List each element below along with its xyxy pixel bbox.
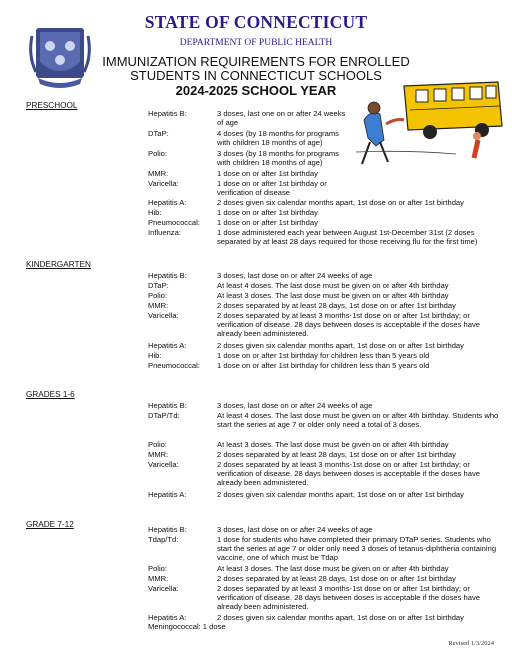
requirement-text: 2 doses separated by at least 3 months-1st dose on or after 1st birthday; or verification of disease. 28 days between doses is acceptable if the doses have already been administered.: [217, 584, 480, 611]
vaccine-label: MMR:: [148, 574, 169, 583]
requirement-row: [148, 362, 504, 371]
vaccine-label: Varicella:: [148, 460, 179, 469]
requirement-row: [148, 461, 504, 487]
requirement-row: [148, 229, 504, 247]
requirement-text: 1 dose on or after 1st birthday for children less than 5 years old: [217, 361, 430, 370]
requirement-row: [148, 575, 504, 584]
requirement-row: [148, 491, 504, 500]
requirement-row: [148, 623, 504, 632]
requirement-row: [148, 272, 504, 281]
vaccine-label: Influenza:: [148, 228, 181, 237]
vaccine-label: Hepatitis B:: [148, 525, 187, 534]
vaccine-label: Pneumococcal:: [148, 218, 200, 227]
vaccine-label: DTaP/Td:: [148, 411, 180, 420]
requirement-row: [148, 209, 504, 218]
requirement-text: 1 dose on or after 1st birthday or verification of disease: [217, 179, 327, 197]
requirement-text: At least 3 doses. The last dose must be given on or after 4th birthday: [217, 564, 449, 573]
requirement-row: [148, 352, 504, 361]
requirement-row: [148, 180, 348, 198]
requirement-row: [148, 441, 504, 450]
requirement-text: At least 3 doses. The last dose must be given on or after 4th birthday: [217, 440, 449, 449]
requirement-row: [148, 585, 504, 611]
vaccine-label: Hepatitis B:: [148, 401, 187, 410]
vaccine-label: MMR:: [148, 450, 169, 459]
requirement-text: 3 doses (by 18 months for programs with children 18 months of age): [217, 149, 339, 167]
vaccine-label: Varicella:: [148, 179, 179, 188]
requirement-row: [148, 199, 504, 208]
section-heading-kindergarten: KINDERGARTEN: [26, 260, 91, 269]
requirement-text: 1 dose on or after 1st birthday: [217, 218, 318, 227]
vaccine-label: Hepatitis A:: [148, 198, 187, 207]
requirement-row: [148, 130, 348, 148]
requirement-row: [148, 312, 504, 338]
vaccine-label: Pneumococcal:: [148, 361, 200, 370]
requirement-text: 2 doses separated by at least 28 days, 1st dose on or after 1st birthday: [217, 301, 456, 310]
requirement-text: 2 doses given six calendar months apart, 1st dose on or after 1st birthday: [217, 490, 464, 499]
vaccine-label: Polio:: [148, 149, 167, 158]
requirement-row: [148, 412, 504, 430]
requirement-row: [148, 614, 504, 623]
section-heading-grades-1-6: GRADES 1-6: [26, 390, 75, 399]
requirement-text: 1 dose on or after 1st birthday: [217, 208, 318, 217]
vaccine-label: Meningococcal:: [148, 622, 201, 631]
vaccine-label: Hepatitis A:: [148, 490, 187, 499]
vaccine-label: Polio:: [148, 440, 167, 449]
vaccine-label: Hepatitis B:: [148, 271, 187, 280]
requirement-text: 3 doses, last dose on or after 24 weeks of age: [217, 525, 373, 534]
school-year: 2024-2025 SCHOOL YEAR: [175, 83, 337, 98]
requirement-row: [148, 219, 504, 228]
requirement-text: 2 doses separated by at least 28 days, 1st dose on or after 1st birthday: [217, 574, 456, 583]
vaccine-label: Polio:: [148, 564, 167, 573]
vaccine-label: Hib:: [148, 351, 162, 360]
requirement-text: 1 dose administered each year between August 1st-December 31st (2 doses separated by at least 28 days required for those receiving flu for the first time): [217, 228, 478, 246]
vaccine-label: DTaP:: [148, 129, 169, 138]
requirement-text: 1 dose on or after 1st birthday: [217, 169, 318, 178]
requirement-text: 2 doses separated by at least 3 months-1st dose on or after 1st birthday; or verification of disease. 28 days between doses is acceptable if the doses have already been administered.: [217, 460, 480, 487]
heading-line-1: IMMUNIZATION REQUIREMENTS FOR ENROLLED: [102, 54, 410, 69]
vaccine-label: Hepatitis A:: [148, 613, 187, 622]
vaccine-label: MMR:: [148, 169, 169, 178]
revised-date: Revised 1/3/2024: [448, 640, 494, 647]
vaccine-label: Varicella:: [148, 311, 179, 320]
vaccine-label: Hepatitis B:: [148, 109, 187, 118]
vaccine-label: Tdap/Td:: [148, 535, 179, 544]
requirement-row: [148, 536, 504, 562]
requirement-row: [148, 526, 504, 535]
requirement-text: 2 doses given six calendar months apart, 1st dose on or after 1st birthday: [217, 613, 464, 622]
requirement-row: [148, 342, 504, 351]
requirement-row: [148, 170, 504, 179]
requirement-text: 2 doses separated by at least 28 days, 1st dose on or after 1st birthday: [217, 450, 456, 459]
requirement-text: 3 doses, last one on or after 24 weeks of age: [217, 109, 346, 127]
requirement-text: 3 doses, last dose on or after 24 weeks of age: [217, 401, 373, 410]
requirement-text: 3 doses, last dose on or after 24 weeks of age: [217, 271, 373, 280]
requirement-row: [148, 565, 504, 574]
section-heading-grade-7-12: GRADE 7-12: [26, 520, 74, 529]
vaccine-label: Hib:: [148, 208, 162, 217]
document-title: STATE OF CONNECTICUT: [144, 12, 368, 32]
requirement-text: 2 doses given six calendar months apart, 1st dose on or after 1st birthday: [217, 341, 464, 350]
requirement-text: 1 dose: [202, 622, 226, 631]
requirement-row: [148, 110, 348, 128]
requirement-row: [148, 302, 504, 311]
requirement-text: At least 4 doses. The last dose must be given on or after 4th birthday: [217, 281, 449, 290]
requirement-text: 1 dose on or after 1st birthday for children less than 5 years old: [217, 351, 430, 360]
vaccine-label: Hepatitis A:: [148, 341, 187, 350]
heading-line-2: STUDENTS IN CONNECTICUT SCHOOLS: [130, 68, 382, 83]
vaccine-label: DTaP:: [148, 281, 169, 290]
vaccine-label: Varicella:: [148, 584, 179, 593]
requirement-row: [148, 402, 504, 411]
section-heading-preschool: PRESCHOOL: [26, 101, 78, 110]
vaccine-label: Polio:: [148, 291, 167, 300]
requirement-text: 4 doses (by 18 months for programs with children 18 months of age): [217, 129, 339, 147]
requirement-text: At least 4 doses. The last dose must be given on or after 4th birthday. Students who start the series at age 7 or older only need a total of 3 doses.: [217, 411, 499, 429]
requirement-row: [148, 282, 504, 291]
requirement-row: [148, 292, 504, 301]
vaccine-label: MMR:: [148, 301, 169, 310]
requirement-text: 2 doses given six calendar months apart, 1st dose on or after 1st birthday: [217, 198, 464, 207]
requirement-text: 2 doses separated by at least 3 months-1st dose on or after 1st birthday; or verification of disease. 28 days between doses is acceptable if the doses have already been administered.: [217, 311, 480, 338]
requirement-row: [148, 150, 348, 168]
department-name: DEPARTMENT OF PUBLIC HEALTH: [179, 38, 333, 48]
requirement-text: 1 dose for students who have completed their primary DTaP series. Students who start the series at age 7 or older only need 3 doses of tetanus-diphtheria containing vaccine, one of which must be Tdap: [217, 535, 497, 562]
requirement-row: [148, 451, 504, 460]
requirement-text: At least 3 doses. The last dose must be given on or after 4th birthday: [217, 291, 449, 300]
